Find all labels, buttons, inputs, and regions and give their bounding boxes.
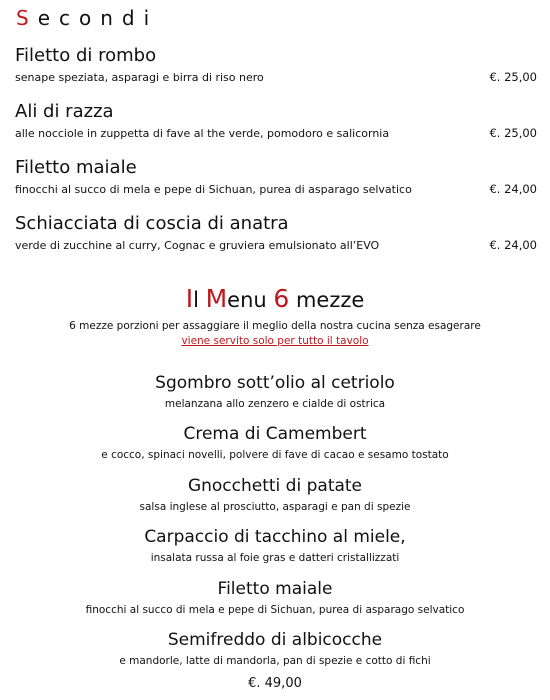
dish-item bbox=[15, 213, 537, 252]
dish-description: alle nocciole in zuppetta di fave al the verde, pomodoro e salicornia bbox=[15, 127, 390, 140]
secondi-section-title bbox=[16, 6, 158, 30]
title-rest: econdi bbox=[37, 6, 159, 30]
dish-name: Filetto maiale bbox=[15, 157, 137, 178]
title-part: enu bbox=[227, 288, 274, 312]
dish-price: €. 25,00 bbox=[489, 126, 537, 140]
dish-description: senape speziata, asparagi e birra di riso nero bbox=[15, 71, 264, 84]
title-part: mezze bbox=[289, 288, 365, 312]
course-name: Gnocchetti di patate bbox=[187, 476, 363, 496]
dish-description: finocchi al succo di mela e pepe di Sichuan, purea di asparago selvatico bbox=[15, 183, 412, 196]
dish-price: €. 24,00 bbox=[489, 238, 537, 252]
dish-name: Filetto di rombo bbox=[15, 45, 157, 66]
course-item bbox=[0, 373, 550, 410]
title-number: 6 bbox=[273, 284, 290, 313]
course-description: melanzana allo zenzero e cialde di ostrica bbox=[164, 398, 386, 410]
dish-name: Schiacciata di coscia di anatra bbox=[15, 213, 289, 234]
course-description: salsa inglese al prosciutto, asparagi e pan di spezie bbox=[139, 501, 411, 513]
title-part: l bbox=[193, 288, 206, 312]
course-item bbox=[0, 579, 550, 616]
course-name: Crema di Camembert bbox=[183, 424, 367, 444]
course-description: insalata russa al foie gras e datteri cristallizzati bbox=[150, 552, 400, 564]
course-description: finocchi al succo di mela e pepe di Sichuan, purea di asparago selvatico bbox=[85, 604, 465, 616]
menu6-note bbox=[0, 335, 550, 347]
menu6-title bbox=[0, 285, 550, 314]
title-letter-m: M bbox=[205, 284, 228, 313]
course-item bbox=[0, 424, 550, 461]
course-item bbox=[0, 476, 550, 513]
dish-item bbox=[15, 45, 537, 84]
course-name: Sgombro sott’olio al cetriolo bbox=[155, 373, 395, 393]
title-initial: S bbox=[16, 6, 38, 30]
course-name: Filetto maiale bbox=[217, 579, 333, 599]
course-name: Semifreddo di albicocche bbox=[167, 630, 383, 650]
dish-price: €. 24,00 bbox=[489, 182, 537, 196]
table-only-link[interactable]: viene servito solo per tutto il tavolo bbox=[181, 335, 369, 347]
dish-item bbox=[15, 157, 537, 196]
course-description: e mandorle, latte di mandorla, pan di spezie e cotto di fichi bbox=[119, 655, 431, 667]
course-description: e cocco, spinaci novelli, polvere di fave di cacao e sesamo tostato bbox=[101, 449, 449, 461]
dish-price: €. 25,00 bbox=[489, 70, 537, 84]
menu6-subtitle: 6 mezze porzioni per assaggiare il meglio della nostra cucina senza esagerare bbox=[69, 320, 481, 332]
course-item bbox=[0, 630, 550, 667]
dish-name: Ali di razza bbox=[15, 101, 114, 122]
dish-item bbox=[15, 101, 537, 140]
dish-description: verde di zucchine al curry, Cognac e gruviera emulsionato all’EVO bbox=[15, 239, 380, 252]
course-name: Carpaccio di tacchino al miele, bbox=[144, 527, 406, 547]
course-item bbox=[0, 527, 550, 564]
title-letter-i: I bbox=[185, 284, 194, 313]
menu6-price: €. 49,00 bbox=[248, 676, 302, 691]
